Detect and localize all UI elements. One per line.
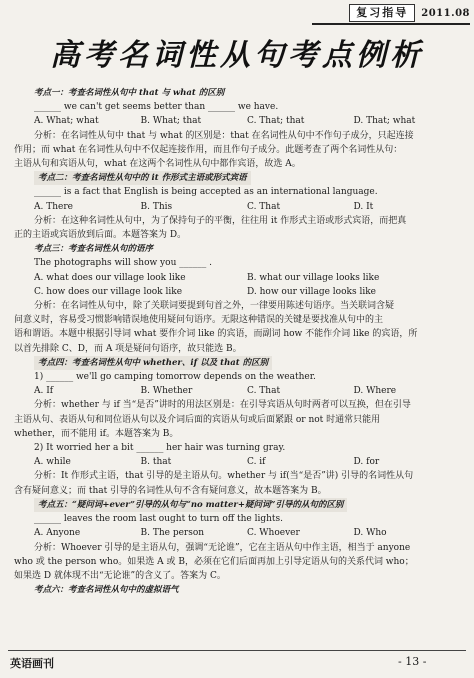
question-1: ______ we can't get seems better than ______ we have. bbox=[34, 102, 279, 113]
option: D. That; what bbox=[353, 116, 416, 127]
option: B. Whether bbox=[140, 386, 193, 397]
option: B. This bbox=[140, 201, 173, 212]
issue-number: 2011.08 bbox=[421, 7, 470, 19]
option: D. how our village looks like bbox=[247, 286, 376, 297]
question-2: ______ is a fact that English is being accepted as an international language. bbox=[34, 187, 378, 198]
option: B. What; that bbox=[140, 116, 202, 127]
article-title: 高考名词性从句考点例析 bbox=[50, 38, 424, 73]
question-3: The photographs will show you ______ . bbox=[34, 258, 212, 269]
option: B. that bbox=[140, 457, 172, 468]
section-heading-4: 考点四：考查名词性从句中 whether、if 以及 that 的区别 bbox=[34, 356, 460, 370]
analysis-line: 以首先排除 C、D，而 A 项是疑问句语序，故只能选 B。 bbox=[14, 343, 242, 354]
question-3-options-row2 bbox=[34, 285, 460, 299]
analysis-line: 主语从句和宾语从句，what 在这两个名词性从句中都作宾语，故选 A。 bbox=[14, 159, 301, 170]
analysis-line: 分析：在名词性从句中，除了关联词要提到句首之外，一律要用陈述句语序。当关联词含疑 bbox=[34, 301, 395, 312]
question-5-options bbox=[34, 526, 460, 540]
magazine-name: 英语画刊 bbox=[10, 657, 54, 670]
page-number: - 13 - bbox=[398, 655, 427, 668]
analysis-line: 语和谓语。本题中根据引导词 what 要作介词 like 的宾语，而副词 how 不能作介词 like 的宾语，所 bbox=[14, 329, 418, 340]
option: A. Anyone bbox=[34, 528, 81, 539]
option: C. That bbox=[247, 201, 281, 212]
option: A. There bbox=[34, 201, 73, 212]
option: D. It bbox=[353, 201, 374, 212]
section-heading-2: 考点二：考查名词性从句中的 it 作形式主语或形式宾语 bbox=[34, 171, 460, 185]
option: D. Where bbox=[353, 386, 397, 397]
option: A. while bbox=[34, 457, 71, 468]
analysis-line: who 或 the person who。如果选 A 或 B，必须在它们后面再加上引导定语从句的关系代词 who； bbox=[14, 556, 414, 567]
analysis-line: 含有疑问意义；而 that 引导的名词性从句不含有疑问意义，故本题答案为 B。 bbox=[14, 485, 327, 496]
option: D. Who bbox=[353, 528, 387, 539]
article-body bbox=[14, 86, 460, 597]
option: C. if bbox=[247, 457, 266, 468]
footer-divider bbox=[8, 650, 466, 651]
question-3-options-row1 bbox=[34, 271, 460, 285]
option: B. what our village looks like bbox=[247, 272, 380, 283]
section-heading-6: 考点六：考查名词性从句中的虚拟语气 bbox=[34, 585, 179, 596]
section-label: 复习指导 bbox=[349, 4, 415, 22]
option: C. That; that bbox=[247, 116, 305, 127]
question-4-1-options bbox=[34, 384, 460, 398]
option: C. Whoever bbox=[247, 528, 300, 539]
analysis-line: 分析：在这种名词性从句中，为了保持句子的平衡，往往用 it 作形式主语或形式宾语，而把真 bbox=[34, 215, 407, 226]
option: A. What; what bbox=[34, 116, 99, 127]
analysis-line: 分析：在名词性从句中 that 与 what 的区别是：that 在名词性从句中不作句子成分，只起连接 bbox=[34, 130, 414, 141]
analysis-line: 分析：Whoever 引导的是主语从句，强调“无论谁”，它在主语从句中作主语，相当于 anyone bbox=[34, 542, 411, 553]
question-4-2-options bbox=[34, 455, 460, 469]
question-4-2: 2) It worried her a bit ______ her hair was turning gray. bbox=[34, 443, 286, 454]
question-5: ______ leaves the room last ought to turn off the lights. bbox=[34, 514, 283, 525]
option: B. The person bbox=[140, 528, 205, 539]
analysis-line: 分析：whether 与 if 当“是否”讲时的用法区别是：在引导宾语从句时两者可以互换，但在引导 bbox=[34, 400, 411, 411]
question-1-options bbox=[34, 114, 460, 128]
option: A. what does our village look like bbox=[34, 272, 186, 283]
analysis-line: 主语从句、表语从句和同位语从句以及介词后面的宾语从句或后面紧跟 or not 时通常只能用 bbox=[14, 414, 381, 425]
analysis-line: whether，而不能用 if。本题答案为 B。 bbox=[14, 428, 179, 439]
question-2-options bbox=[34, 200, 460, 214]
section-heading-3: 考点三：考查名词性从句的语序 bbox=[34, 244, 154, 255]
option: C. how does our village look like bbox=[34, 286, 183, 297]
analysis-line: 问意义时，容易受习惯影响错误地使用疑问句语序。无限这种错误的关键是要找准从句中的主 bbox=[14, 315, 384, 326]
analysis-line: 正的主语或宾语放到后面。本题答案为 D。 bbox=[14, 230, 187, 241]
section-heading-5: 考点五：“疑问词+ever”引导的从句与“no matter+疑问词”引导的从句的区别 bbox=[34, 498, 460, 512]
question-4-1: 1) ______ we'll go camping tomorrow depends on the weather. bbox=[34, 372, 316, 383]
page-header bbox=[312, 3, 470, 25]
analysis-line: 如果选 D 就体现不出“无论谁”的含义了。答案为 C。 bbox=[14, 570, 226, 581]
option: D. for bbox=[353, 457, 380, 468]
analysis-line: 分析：It 作形式主语，that 引导的是主语从句。whether 与 if(当“是否”讲) 引导的名词性从句 bbox=[34, 471, 414, 482]
section-heading-1: 考点一：考查名词性从句中 that 与 what 的区别 bbox=[34, 88, 225, 98]
option: C. That bbox=[247, 386, 281, 397]
analysis-line: 作用；而 what 在名词性从句中不仅起连接作用，而且作句子成分。此题考查了两个名词性从句： bbox=[14, 144, 403, 155]
option: A. If bbox=[34, 386, 54, 397]
